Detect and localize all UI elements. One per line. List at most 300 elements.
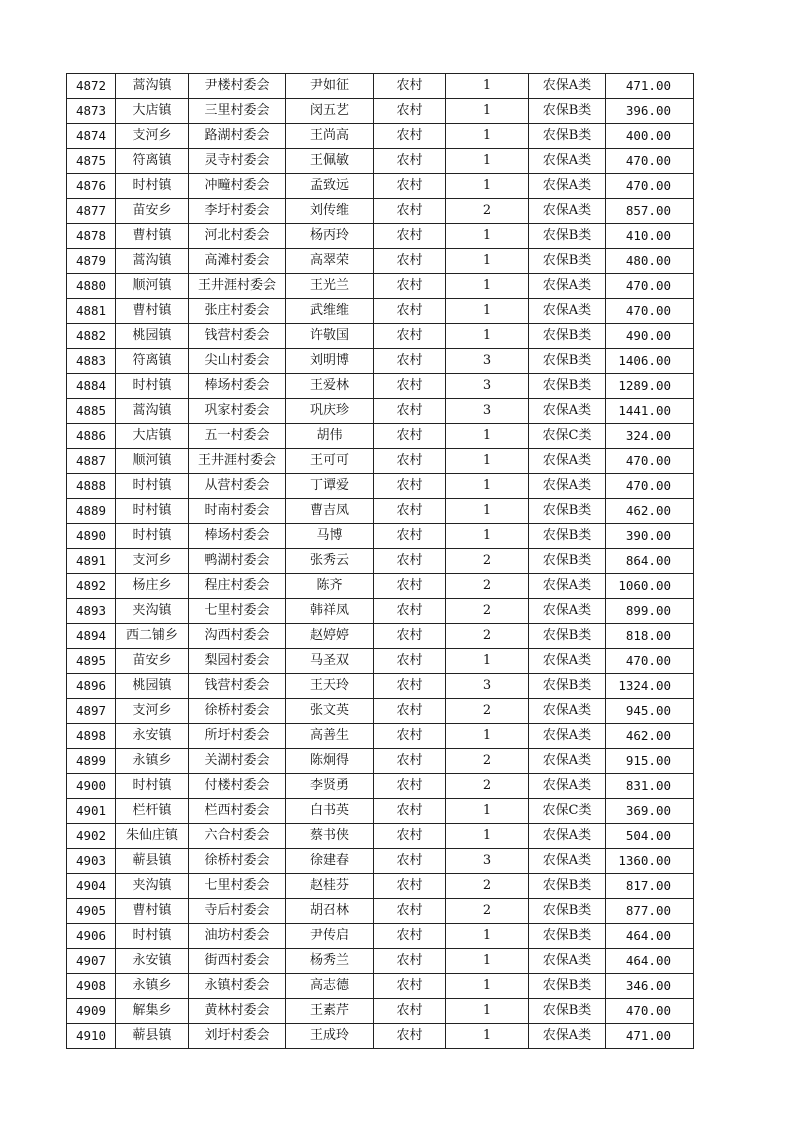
township-cell: 夹沟镇	[116, 874, 189, 899]
amount-cell: 857.00	[606, 199, 694, 224]
table-row	[67, 224, 694, 249]
person-name-cell: 马博	[286, 524, 374, 549]
amount-cell: 504.00	[606, 824, 694, 849]
household-type-cell: 农村	[374, 599, 446, 624]
amount-cell: 480.00	[606, 249, 694, 274]
amount-cell: 470.00	[606, 999, 694, 1024]
member-count-cell: 1	[446, 824, 529, 849]
serial-number-cell: 4885	[67, 399, 116, 424]
member-count-cell: 1	[446, 499, 529, 524]
person-name-cell: 李贤勇	[286, 774, 374, 799]
serial-number-cell: 4905	[67, 899, 116, 924]
table-row	[67, 99, 694, 124]
serial-number-cell: 4888	[67, 474, 116, 499]
table-row	[67, 174, 694, 199]
village-committee-cell: 灵寺村委会	[189, 149, 286, 174]
household-type-cell: 农村	[374, 499, 446, 524]
amount-cell: 390.00	[606, 524, 694, 549]
amount-cell: 369.00	[606, 799, 694, 824]
amount-cell: 817.00	[606, 874, 694, 899]
amount-cell: 396.00	[606, 99, 694, 124]
village-committee-cell: 河北村委会	[189, 224, 286, 249]
amount-cell: 470.00	[606, 649, 694, 674]
member-count-cell: 3	[446, 674, 529, 699]
insurance-category-cell: 农保B类	[529, 499, 606, 524]
person-name-cell: 杨丙玲	[286, 224, 374, 249]
serial-number-cell: 4878	[67, 224, 116, 249]
township-cell: 西二铺乡	[116, 624, 189, 649]
insurance-category-cell: 农保A类	[529, 149, 606, 174]
household-type-cell: 农村	[374, 699, 446, 724]
member-count-cell: 2	[446, 549, 529, 574]
member-count-cell: 1	[446, 74, 529, 99]
household-type-cell: 农村	[374, 299, 446, 324]
household-type-cell: 农村	[374, 349, 446, 374]
person-name-cell: 赵桂芬	[286, 874, 374, 899]
person-name-cell: 王可可	[286, 449, 374, 474]
village-committee-cell: 尹楼村委会	[189, 74, 286, 99]
serial-number-cell: 4890	[67, 524, 116, 549]
person-name-cell: 王光兰	[286, 274, 374, 299]
amount-cell: 464.00	[606, 949, 694, 974]
village-committee-cell: 付楼村委会	[189, 774, 286, 799]
amount-cell: 1406.00	[606, 349, 694, 374]
member-count-cell: 1	[446, 649, 529, 674]
member-count-cell: 2	[446, 874, 529, 899]
household-type-cell: 农村	[374, 124, 446, 149]
township-cell: 支河乡	[116, 699, 189, 724]
township-cell: 时村镇	[116, 524, 189, 549]
township-cell: 时村镇	[116, 374, 189, 399]
serial-number-cell: 4889	[67, 499, 116, 524]
amount-cell: 410.00	[606, 224, 694, 249]
township-cell: 永安镇	[116, 724, 189, 749]
roster-table	[66, 73, 694, 1049]
table-row	[67, 599, 694, 624]
serial-number-cell: 4892	[67, 574, 116, 599]
township-cell: 大店镇	[116, 424, 189, 449]
serial-number-cell: 4906	[67, 924, 116, 949]
serial-number-cell: 4894	[67, 624, 116, 649]
member-count-cell: 1	[446, 274, 529, 299]
household-type-cell: 农村	[374, 649, 446, 674]
township-cell: 夹沟镇	[116, 599, 189, 624]
serial-number-cell: 4901	[67, 799, 116, 824]
insurance-category-cell: 农保C类	[529, 424, 606, 449]
township-cell: 蒿沟镇	[116, 249, 189, 274]
amount-cell: 899.00	[606, 599, 694, 624]
person-name-cell: 胡伟	[286, 424, 374, 449]
village-committee-cell: 关湖村委会	[189, 749, 286, 774]
township-cell: 蒿沟镇	[116, 74, 189, 99]
township-cell: 朱仙庄镇	[116, 824, 189, 849]
table-row	[67, 524, 694, 549]
member-count-cell: 1	[446, 924, 529, 949]
table-row	[67, 699, 694, 724]
household-type-cell: 农村	[374, 774, 446, 799]
insurance-category-cell: 农保B类	[529, 124, 606, 149]
member-count-cell: 1	[446, 999, 529, 1024]
person-name-cell: 丁谭爱	[286, 474, 374, 499]
member-count-cell: 2	[446, 774, 529, 799]
amount-cell: 490.00	[606, 324, 694, 349]
household-type-cell: 农村	[374, 574, 446, 599]
table-row	[67, 474, 694, 499]
table-row	[67, 324, 694, 349]
household-type-cell: 农村	[374, 874, 446, 899]
table-row	[67, 799, 694, 824]
table-row	[67, 149, 694, 174]
person-name-cell: 张文英	[286, 699, 374, 724]
person-name-cell: 高善生	[286, 724, 374, 749]
household-type-cell: 农村	[374, 174, 446, 199]
member-count-cell: 1	[446, 174, 529, 199]
person-name-cell: 王尚高	[286, 124, 374, 149]
amount-cell: 915.00	[606, 749, 694, 774]
insurance-category-cell: 农保A类	[529, 1024, 606, 1049]
household-type-cell: 农村	[374, 1024, 446, 1049]
serial-number-cell: 4908	[67, 974, 116, 999]
table-row	[67, 499, 694, 524]
township-cell: 蕲县镇	[116, 1024, 189, 1049]
insurance-category-cell: 农保B类	[529, 999, 606, 1024]
village-committee-cell: 刘圩村委会	[189, 1024, 286, 1049]
township-cell: 时村镇	[116, 774, 189, 799]
insurance-category-cell: 农保A类	[529, 849, 606, 874]
serial-number-cell: 4875	[67, 149, 116, 174]
village-committee-cell: 时南村委会	[189, 499, 286, 524]
member-count-cell: 1	[446, 799, 529, 824]
amount-cell: 470.00	[606, 299, 694, 324]
person-name-cell: 高翠荣	[286, 249, 374, 274]
township-cell: 顺河镇	[116, 274, 189, 299]
table-row	[67, 424, 694, 449]
serial-number-cell: 4882	[67, 324, 116, 349]
person-name-cell: 赵婷婷	[286, 624, 374, 649]
insurance-category-cell: 农保A类	[529, 449, 606, 474]
amount-cell: 1360.00	[606, 849, 694, 874]
serial-number-cell: 4904	[67, 874, 116, 899]
village-committee-cell: 路湖村委会	[189, 124, 286, 149]
village-committee-cell: 巩家村委会	[189, 399, 286, 424]
household-type-cell: 农村	[374, 974, 446, 999]
household-type-cell: 农村	[374, 549, 446, 574]
village-committee-cell: 五一村委会	[189, 424, 286, 449]
insurance-category-cell: 农保B类	[529, 974, 606, 999]
household-type-cell: 农村	[374, 849, 446, 874]
village-committee-cell: 六合村委会	[189, 824, 286, 849]
person-name-cell: 陈炯得	[286, 749, 374, 774]
member-count-cell: 1	[446, 124, 529, 149]
member-count-cell: 1	[446, 524, 529, 549]
serial-number-cell: 4898	[67, 724, 116, 749]
village-committee-cell: 高滩村委会	[189, 249, 286, 274]
person-name-cell: 闵五艺	[286, 99, 374, 124]
table-row	[67, 949, 694, 974]
household-type-cell: 农村	[374, 524, 446, 549]
member-count-cell: 1	[446, 474, 529, 499]
table-row	[67, 399, 694, 424]
table-row	[67, 124, 694, 149]
member-count-cell: 1	[446, 249, 529, 274]
person-name-cell: 武维维	[286, 299, 374, 324]
household-type-cell: 农村	[374, 474, 446, 499]
village-committee-cell: 冲疃村委会	[189, 174, 286, 199]
member-count-cell: 2	[446, 899, 529, 924]
insurance-category-cell: 农保A类	[529, 574, 606, 599]
table-row	[67, 1024, 694, 1049]
serial-number-cell: 4874	[67, 124, 116, 149]
amount-cell: 471.00	[606, 74, 694, 99]
person-name-cell: 马圣双	[286, 649, 374, 674]
table-row	[67, 899, 694, 924]
household-type-cell: 农村	[374, 274, 446, 299]
amount-cell: 471.00	[606, 1024, 694, 1049]
insurance-category-cell: 农保B类	[529, 924, 606, 949]
serial-number-cell: 4909	[67, 999, 116, 1024]
table-row	[67, 449, 694, 474]
amount-cell: 864.00	[606, 549, 694, 574]
member-count-cell: 2	[446, 624, 529, 649]
table-row	[67, 624, 694, 649]
person-name-cell: 孟致远	[286, 174, 374, 199]
township-cell: 桃园镇	[116, 674, 189, 699]
household-type-cell: 农村	[374, 749, 446, 774]
member-count-cell: 3	[446, 849, 529, 874]
insurance-category-cell: 农保A类	[529, 199, 606, 224]
amount-cell: 945.00	[606, 699, 694, 724]
serial-number-cell: 4876	[67, 174, 116, 199]
township-cell: 永镇乡	[116, 749, 189, 774]
village-committee-cell: 王井涯村委会	[189, 449, 286, 474]
insurance-category-cell: 农保A类	[529, 699, 606, 724]
village-committee-cell: 徐桥村委会	[189, 699, 286, 724]
amount-cell: 1441.00	[606, 399, 694, 424]
member-count-cell: 1	[446, 324, 529, 349]
household-type-cell: 农村	[374, 924, 446, 949]
township-cell: 杨庄乡	[116, 574, 189, 599]
person-name-cell: 胡召林	[286, 899, 374, 924]
insurance-category-cell: 农保A类	[529, 824, 606, 849]
township-cell: 曹村镇	[116, 899, 189, 924]
township-cell: 蕲县镇	[116, 849, 189, 874]
amount-cell: 324.00	[606, 424, 694, 449]
serial-number-cell: 4896	[67, 674, 116, 699]
member-count-cell: 1	[446, 99, 529, 124]
township-cell: 时村镇	[116, 474, 189, 499]
township-cell: 苗安乡	[116, 649, 189, 674]
village-committee-cell: 张庄村委会	[189, 299, 286, 324]
household-type-cell: 农村	[374, 424, 446, 449]
insurance-category-cell: 农保A类	[529, 299, 606, 324]
amount-cell: 470.00	[606, 449, 694, 474]
member-count-cell: 1	[446, 949, 529, 974]
serial-number-cell: 4891	[67, 549, 116, 574]
insurance-category-cell: 农保A类	[529, 949, 606, 974]
person-name-cell: 杨秀兰	[286, 949, 374, 974]
person-name-cell: 王天玲	[286, 674, 374, 699]
village-committee-cell: 钱营村委会	[189, 674, 286, 699]
township-cell: 符离镇	[116, 349, 189, 374]
table-row	[67, 724, 694, 749]
insurance-category-cell: 农保B类	[529, 324, 606, 349]
household-type-cell: 农村	[374, 324, 446, 349]
insurance-category-cell: 农保C类	[529, 799, 606, 824]
member-count-cell: 1	[446, 724, 529, 749]
insurance-category-cell: 农保A类	[529, 274, 606, 299]
village-committee-cell: 棒场村委会	[189, 524, 286, 549]
insurance-category-cell: 农保B类	[529, 874, 606, 899]
member-count-cell: 1	[446, 1024, 529, 1049]
member-count-cell: 2	[446, 749, 529, 774]
insurance-category-cell: 农保A类	[529, 474, 606, 499]
household-type-cell: 农村	[374, 199, 446, 224]
township-cell: 永镇乡	[116, 974, 189, 999]
township-cell: 蒿沟镇	[116, 399, 189, 424]
person-name-cell: 韩祥凤	[286, 599, 374, 624]
person-name-cell: 王素芹	[286, 999, 374, 1024]
household-type-cell: 农村	[374, 74, 446, 99]
insurance-category-cell: 农保A类	[529, 399, 606, 424]
township-cell: 时村镇	[116, 174, 189, 199]
township-cell: 苗安乡	[116, 199, 189, 224]
person-name-cell: 王爱林	[286, 374, 374, 399]
member-count-cell: 3	[446, 399, 529, 424]
serial-number-cell: 4902	[67, 824, 116, 849]
table-row	[67, 199, 694, 224]
serial-number-cell: 4886	[67, 424, 116, 449]
amount-cell: 470.00	[606, 174, 694, 199]
township-cell: 桃园镇	[116, 324, 189, 349]
serial-number-cell: 4897	[67, 699, 116, 724]
amount-cell: 470.00	[606, 274, 694, 299]
insurance-category-cell: 农保A类	[529, 74, 606, 99]
household-type-cell: 农村	[374, 674, 446, 699]
member-count-cell: 2	[446, 699, 529, 724]
member-count-cell: 3	[446, 374, 529, 399]
amount-cell: 470.00	[606, 474, 694, 499]
person-name-cell: 曹吉凤	[286, 499, 374, 524]
insurance-category-cell: 农保A类	[529, 724, 606, 749]
serial-number-cell: 4893	[67, 599, 116, 624]
table-row	[67, 674, 694, 699]
serial-number-cell: 4879	[67, 249, 116, 274]
township-cell: 支河乡	[116, 124, 189, 149]
member-count-cell: 1	[446, 299, 529, 324]
township-cell: 永安镇	[116, 949, 189, 974]
insurance-category-cell: 农保A类	[529, 599, 606, 624]
serial-number-cell: 4910	[67, 1024, 116, 1049]
person-name-cell: 刘明博	[286, 349, 374, 374]
amount-cell: 1289.00	[606, 374, 694, 399]
township-cell: 时村镇	[116, 924, 189, 949]
table-row	[67, 749, 694, 774]
amount-cell: 462.00	[606, 499, 694, 524]
village-committee-cell: 三里村委会	[189, 99, 286, 124]
person-name-cell: 王佩敏	[286, 149, 374, 174]
household-type-cell: 农村	[374, 149, 446, 174]
serial-number-cell: 4873	[67, 99, 116, 124]
serial-number-cell: 4887	[67, 449, 116, 474]
insurance-category-cell: 农保A类	[529, 649, 606, 674]
village-committee-cell: 七里村委会	[189, 599, 286, 624]
table-row	[67, 774, 694, 799]
person-name-cell: 尹如征	[286, 74, 374, 99]
insurance-category-cell: 农保B类	[529, 624, 606, 649]
member-count-cell: 1	[446, 224, 529, 249]
table-row	[67, 924, 694, 949]
household-type-cell: 农村	[374, 899, 446, 924]
household-type-cell: 农村	[374, 949, 446, 974]
household-type-cell: 农村	[374, 99, 446, 124]
village-committee-cell: 街西村委会	[189, 949, 286, 974]
serial-number-cell: 4884	[67, 374, 116, 399]
serial-number-cell: 4872	[67, 74, 116, 99]
household-type-cell: 农村	[374, 449, 446, 474]
township-cell: 解集乡	[116, 999, 189, 1024]
insurance-category-cell: 农保A类	[529, 749, 606, 774]
insurance-category-cell: 农保B类	[529, 674, 606, 699]
township-cell: 曹村镇	[116, 299, 189, 324]
person-name-cell: 刘传维	[286, 199, 374, 224]
person-name-cell: 巩庆珍	[286, 399, 374, 424]
household-type-cell: 农村	[374, 249, 446, 274]
table-row	[67, 874, 694, 899]
amount-cell: 831.00	[606, 774, 694, 799]
table-row	[67, 374, 694, 399]
insurance-category-cell: 农保B类	[529, 224, 606, 249]
village-committee-cell: 寺后村委会	[189, 899, 286, 924]
household-type-cell: 农村	[374, 999, 446, 1024]
insurance-category-cell: 农保B类	[529, 899, 606, 924]
village-committee-cell: 梨园村委会	[189, 649, 286, 674]
person-name-cell: 白书英	[286, 799, 374, 824]
household-type-cell: 农村	[374, 224, 446, 249]
village-committee-cell: 栏西村委会	[189, 799, 286, 824]
village-committee-cell: 黄林村委会	[189, 999, 286, 1024]
household-type-cell: 农村	[374, 624, 446, 649]
household-type-cell: 农村	[374, 799, 446, 824]
village-committee-cell: 钱营村委会	[189, 324, 286, 349]
amount-cell: 470.00	[606, 149, 694, 174]
household-type-cell: 农村	[374, 724, 446, 749]
insurance-category-cell: 农保B类	[529, 349, 606, 374]
table-row	[67, 349, 694, 374]
member-count-cell: 3	[446, 349, 529, 374]
amount-cell: 818.00	[606, 624, 694, 649]
serial-number-cell: 4895	[67, 649, 116, 674]
village-committee-cell: 徐桥村委会	[189, 849, 286, 874]
insurance-category-cell: 农保B类	[529, 374, 606, 399]
village-committee-cell: 棒场村委会	[189, 374, 286, 399]
insurance-category-cell: 农保B类	[529, 249, 606, 274]
township-cell: 支河乡	[116, 549, 189, 574]
person-name-cell: 张秀云	[286, 549, 374, 574]
roster-body	[67, 74, 694, 1049]
serial-number-cell: 4880	[67, 274, 116, 299]
serial-number-cell: 4907	[67, 949, 116, 974]
member-count-cell: 2	[446, 599, 529, 624]
amount-cell: 877.00	[606, 899, 694, 924]
serial-number-cell: 4903	[67, 849, 116, 874]
serial-number-cell: 4899	[67, 749, 116, 774]
table-row	[67, 274, 694, 299]
village-committee-cell: 王井涯村委会	[189, 274, 286, 299]
amount-cell: 1324.00	[606, 674, 694, 699]
village-committee-cell: 鸭湖村委会	[189, 549, 286, 574]
amount-cell: 400.00	[606, 124, 694, 149]
person-name-cell: 王成玲	[286, 1024, 374, 1049]
